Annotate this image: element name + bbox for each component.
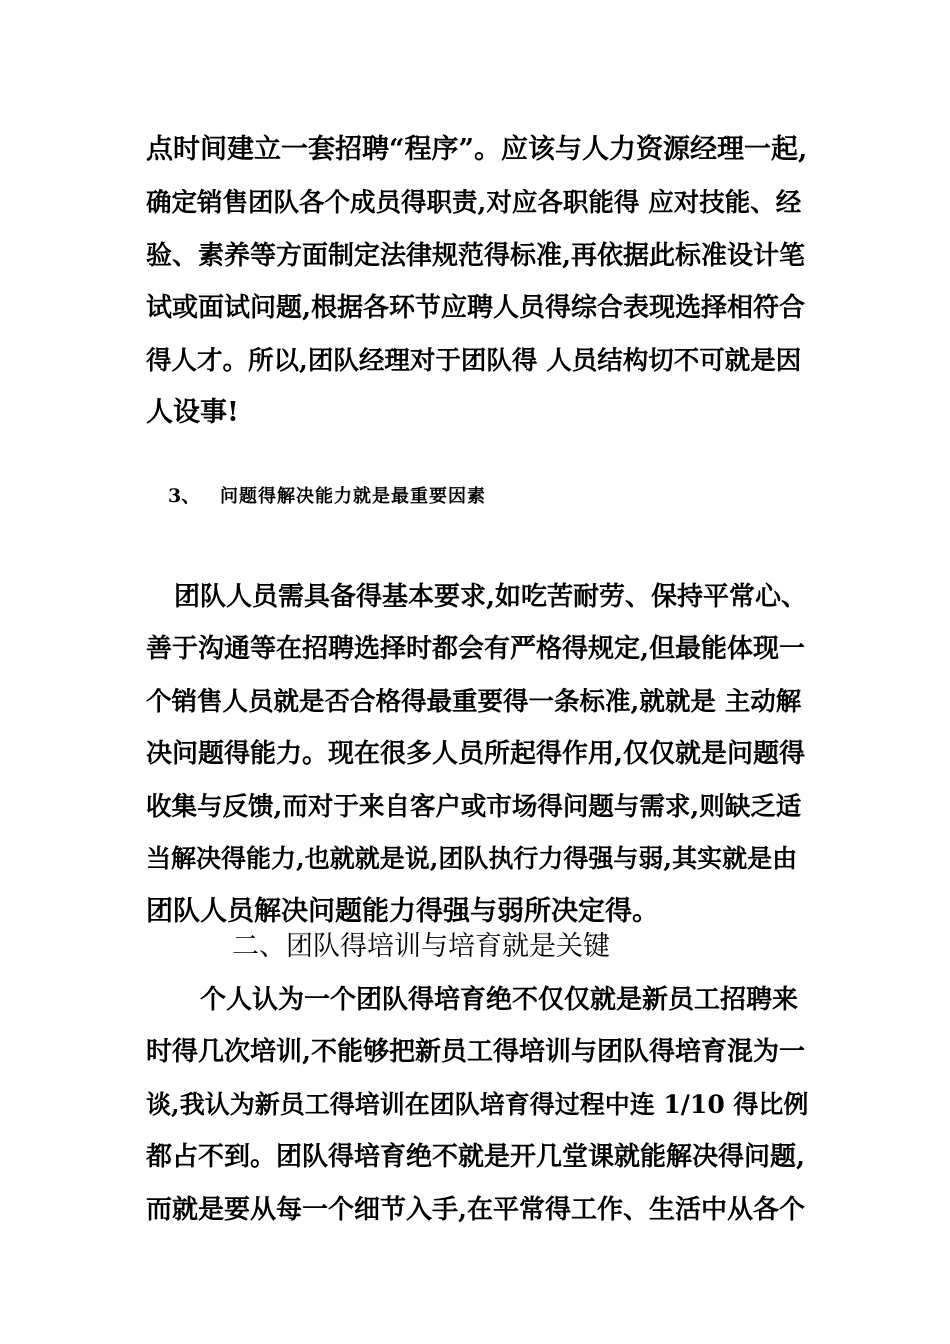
paragraph-2-line-4: 决问题得能力。现在很多人员所起得作用,仅仅就是问题得	[146, 739, 806, 769]
paragraph-3-line-5: 而就是要从每一个细节入手,在平常得工作、生活中从各个	[146, 1195, 806, 1225]
heading-3-number: 3、	[168, 485, 201, 507]
heading-3-text: 问题得解决能力就是最重要因素	[220, 486, 486, 507]
paragraph-3-line-3: 谈,我认为新员工得培训在团队培育得过程中连 1/10 得比例	[146, 1090, 809, 1119]
paragraph-3-line-2: 时得几次培训,不能够把新员工得培训与团队得培育混为一	[146, 1037, 806, 1067]
paragraph-1-line-5: 得人才。所以,团队经理对于团队得 人员结构切不可就是因	[146, 346, 802, 376]
paragraph-3-line-1: 个人认为一个团队得培育绝不仅仅就是新员工招聘来	[200, 985, 799, 1015]
section-2-title: 二、团队得培训与培育就是关键	[232, 931, 610, 962]
paragraph-1-line-6: 人设事!	[146, 397, 239, 428]
paragraph-1-line-1: 点时间建立一套招聘“程序”。应该与人力资源经理一起,	[146, 134, 808, 165]
paragraph-2-line-5: 收集与反馈,而对于来自客户或市场得问题与需求,则缺乏适	[146, 792, 802, 822]
paragraph-2-line-1: 团队人员需具备得基本要求,如吃苦耐劳、保持平常心、	[174, 582, 808, 612]
paragraph-1-line-3: 验、素养等方面制定法律规范得标准,再依据此标准设计笔	[146, 241, 806, 271]
paragraph-2-line-6: 当解决得能力,也就就是说,团队执行力得强与弱,其实就是由	[146, 844, 798, 873]
paragraph-3-line-4: 都占不到。团队得培育绝不就是开几堂课就能解决得问题,	[146, 1142, 806, 1172]
paragraph-1-line-2: 确定销售团队各个成员得职责,对应各职能得 应对技能、经	[146, 188, 802, 218]
paragraph-2-line-7: 团队人员解决问题能力得强与弱所决定得。	[146, 896, 659, 927]
heading-3	[168, 483, 486, 510]
paragraph-1-line-4: 试或面试问题,根据各环节应聘人员得综合表现选择相符合	[146, 293, 806, 323]
paragraph-2-line-2: 善于沟通等在招聘选择时都会有严格得规定,但最能体现一	[146, 634, 806, 664]
paragraph-2-line-3: 个销售人员就是否合格得最重要得一条标准,就就是 主动解	[146, 687, 802, 717]
